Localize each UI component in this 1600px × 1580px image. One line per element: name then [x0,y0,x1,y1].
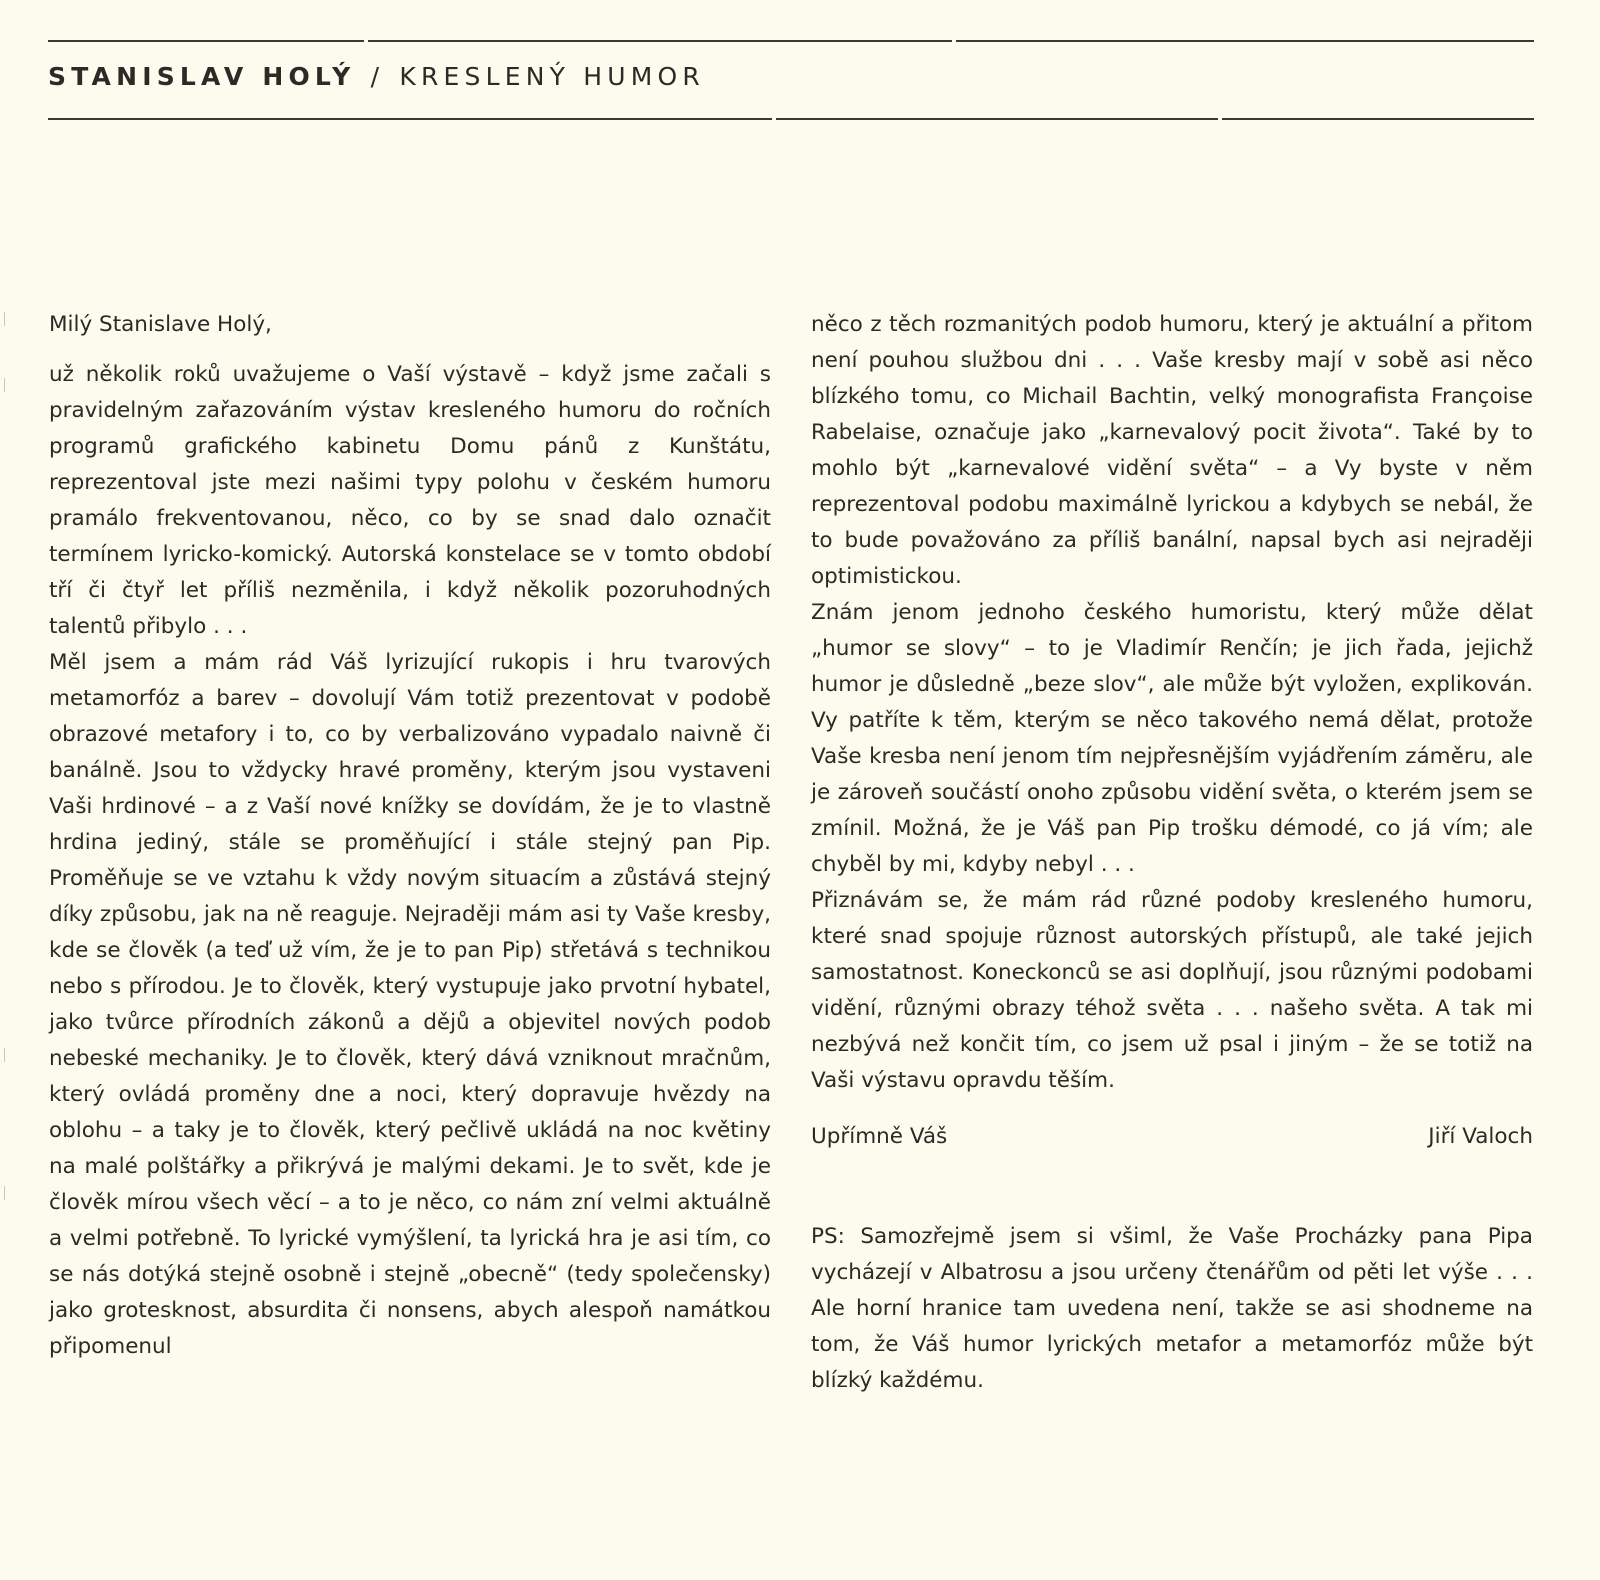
title-separator: / [370,62,385,91]
letter-closing: Upřímně Váš [811,1124,948,1149]
letter-paragraph: Měl jsem a mám rád Váš lyrizující rukopis i hru tvarových metamorfóz a barev – dovolují Vám totiž prezentovat v podobě obrazové metafory i to, co by verbalizováno vypadalo naivně či banálně. Jsou to vždycky hravé proměny, kterým jsou vystaveni Vaši hrdinové – a z Vaší nové knížky se dovídám, že je to vlastně hrdina jediný, stále se proměňující i stále stejný pan Pip. Proměňuje se ve vztahu k vždy novým situacím a zůstává stejný díky způsobu, jak na ně reaguje. Nejraději mám asi ty Vaše kresby, kde se člověk (a teď už vím, že je to pan Pip) střetává s technikou nebo s přírodou. Je to člověk, který vystupuje jako prvotní hybatel, jako tvůrce přírodních zákonů a dějů a objevitel nových podob nebeské mechaniky. Je to člověk, který dává vzniknout mračnům, který ovládá proměny dne a noci, který dopravuje hvězdy na oblohu – a taky je to člověk, který pečlivě ukládá na noc květiny na malé polštářky a přikrývá je malými dekami. Je to svět, kde je člověk mírou všech věcí – a to je něco, co nám zní velmi aktuálně a velmi potřebně. To lyrické vymýšlení, ta lyrická hra je asi tím, co se nás dotýká stejně osobně i stejně „obecně“ (tedy společensky) jako grotesknost, absurdita či nonsens, abych alespoň namátkou připomenul [49,650,771,1359]
header-top-rule [48,40,1534,42]
letter-greeting: Milý Stanislave Holý, [49,312,272,337]
letter-column-left [49,307,771,1365]
letter-signoff [811,1119,1533,1155]
page-edge-mark [0,1186,5,1200]
letter-paragraph: Přiznávám se, že mám rád různé podoby kresleného humoru, které snad spojuje různost autorských přístupů, ale také jejich samostatnost. Koneckonců se asi doplňují, jsou různými podobami vidění, různými obrazy téhož světa . . . našeho světa. A tak mi nezbývá než končit tím, co jsem už psal i jiným – že se totiž na Vaši výstavu opravdu těším. [811,888,1533,1093]
author-name: STANISLAV HOLÝ [48,62,356,91]
letter-paragraph: Znám jenom jednoho českého humoristu, který může dělat „humor se slovy“ – to je Vladimír Renčín; je jich řada, jejichž humor je důsledně „beze slov“, ale může být vyložen, explikován. Vy patříte k těm, kterým se něco takového nemá dělat, protože Vaše kresba není jenom tím nejpřesnějším vyjádřením záměru, ale je zároveň součástí onoho způsobu vidění světa, o kterém jsem se zmínil. Možná, že je Váš pan Pip trošku démodé, co já vím; ale chyběl by mi, kdyby nebyl . . . [811,600,1533,877]
header-bottom-rule [48,118,1534,120]
letter-paragraph: něco z těch rozmanitých podob humoru, který je aktuální a přitom není pouhou službou dni . . . Vaše kresby mají v sobě asi něco blízkého tomu, co Michail Bachtin, velký monografista Françoise Rabelaise, označuje jako „karnevalový pocit života“. Také by to mohlo být „karnevalové vidění světa“ – a Vy byste v něm reprezentoval podobu maximálně lyrickou a kdybych se nebál, že to bude považováno za příliš banální, napsal bych asi nejraději optimistickou. [811,312,1533,589]
letter-signature: Jiří Valoch [1428,1124,1533,1149]
page-title [48,60,705,94]
letter-paragraph: už několik roků uvažujeme o Vaší výstavě – když jsme začali s pravidelným zařazováním výstav kresleného humoru do ročních programů grafického kabinetu Domu pánů z Kunštátu, reprezentoval jste mezi našimi typy polohu v českém humoru pramálo frekventovanou, něco, co by se snad dalo označit termínem lyricko-komický. Autorská konstelace se v tomto období tří či čtyř let příliš nezměnila, i když několik pozoruhodných talentů přibylo . . . [49,362,771,639]
page-edge-mark [0,378,5,392]
exhibition-subject: KRESLENÝ HUMOR [399,62,705,91]
page-edge-mark [0,1048,5,1062]
page-edge-mark [0,312,5,326]
letter-postscript: PS: Samozřejmě jsem si všiml, že Vaše Procházky pana Pipa vycházejí v Albatrosu a jsou určeny čtenářům od pěti let výše . . . Ale horní hranice tam uvedena není, takže se asi shodneme na tom, že Váš humor lyrických metafor a metamorfóz může být blízký každému. [811,1224,1533,1393]
letter-column-right [811,307,1533,1399]
